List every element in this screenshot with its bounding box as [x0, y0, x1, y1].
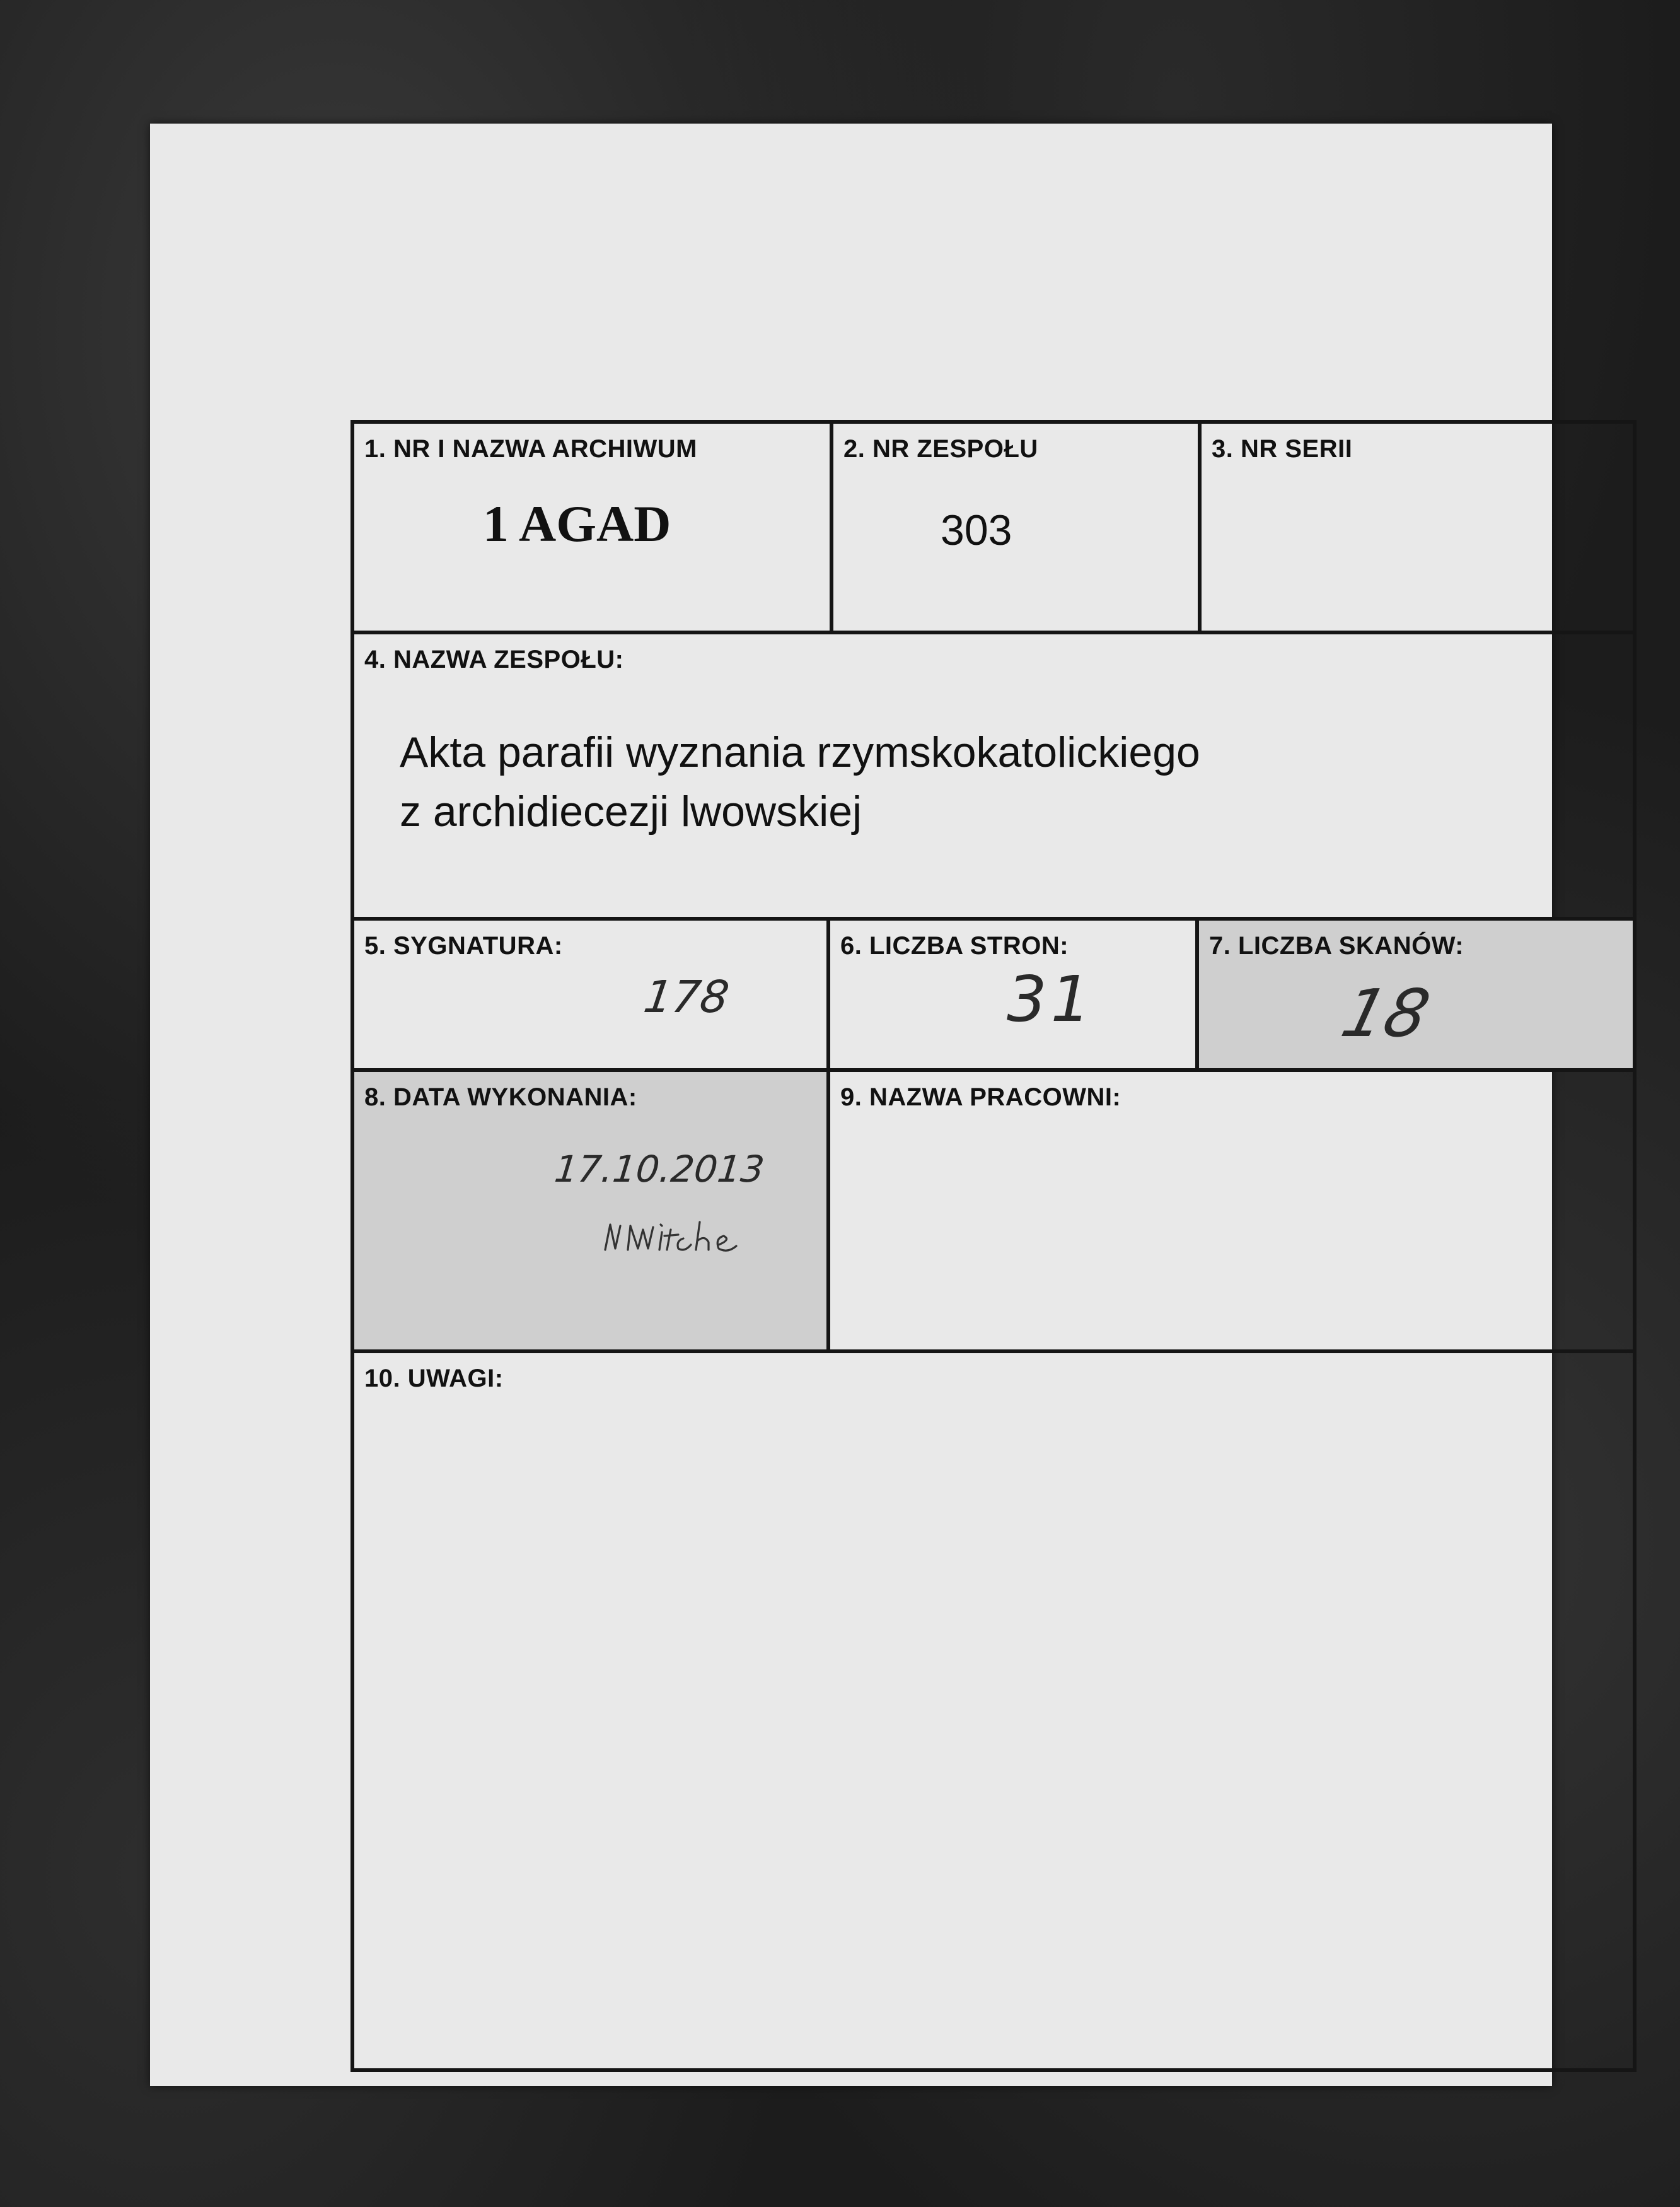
scan-count-label: 7. LICZBA SKANÓW: — [1209, 932, 1464, 960]
fonds-name-cell — [354, 634, 1633, 921]
archive-form-table — [350, 420, 1637, 2072]
page-count-label: 6. LICZBA STRON: — [840, 932, 1069, 960]
execution-date-value: 17.10.2013 — [552, 1148, 767, 1191]
fonds-name-line-2: z archidiecezji lwowskiej — [400, 788, 862, 836]
workshop-name-label: 9. NAZWA PRACOWNI: — [840, 1083, 1121, 1111]
workshop-name-cell — [830, 1072, 1633, 1353]
series-number-label: 3. NR SERII — [1212, 435, 1353, 463]
page-count-cell — [830, 921, 1199, 1072]
fonds-number-cell — [833, 424, 1202, 634]
signature-label: 5. SYGNATURA: — [364, 932, 563, 960]
fonds-name-line-1: Akta parafii wyznania rzymskokatolickiego — [400, 728, 1200, 776]
remarks-cell — [354, 1353, 1633, 2068]
fonds-name-label: 4. NAZWA ZESPOŁU: — [364, 646, 624, 673]
archive-name-cell — [354, 424, 833, 634]
execution-date-cell — [354, 1072, 830, 1353]
archive-name-value: 1 AGAD — [483, 495, 671, 552]
remarks-label: 10. UWAGI: — [364, 1365, 504, 1392]
series-number-cell — [1202, 424, 1633, 634]
scan-count-cell — [1199, 921, 1633, 1072]
signature-value: 178 — [640, 971, 733, 1023]
execution-date-label: 8. DATA WYKONANIA: — [364, 1083, 637, 1111]
signature-cell — [354, 921, 830, 1072]
fonds-number-value: 303 — [941, 506, 1012, 554]
fonds-name-value — [400, 723, 1200, 841]
handwritten-signature-mark — [601, 1213, 765, 1264]
fonds-number-label: 2. NR ZESPOŁU — [843, 435, 1038, 463]
page-count-value: 31 — [1007, 962, 1095, 1036]
archive-card-sheet — [150, 124, 1552, 2086]
scan-count-value: 18 — [1334, 975, 1437, 1052]
archive-name-label: 1. NR I NAZWA ARCHIWUM — [364, 435, 697, 463]
